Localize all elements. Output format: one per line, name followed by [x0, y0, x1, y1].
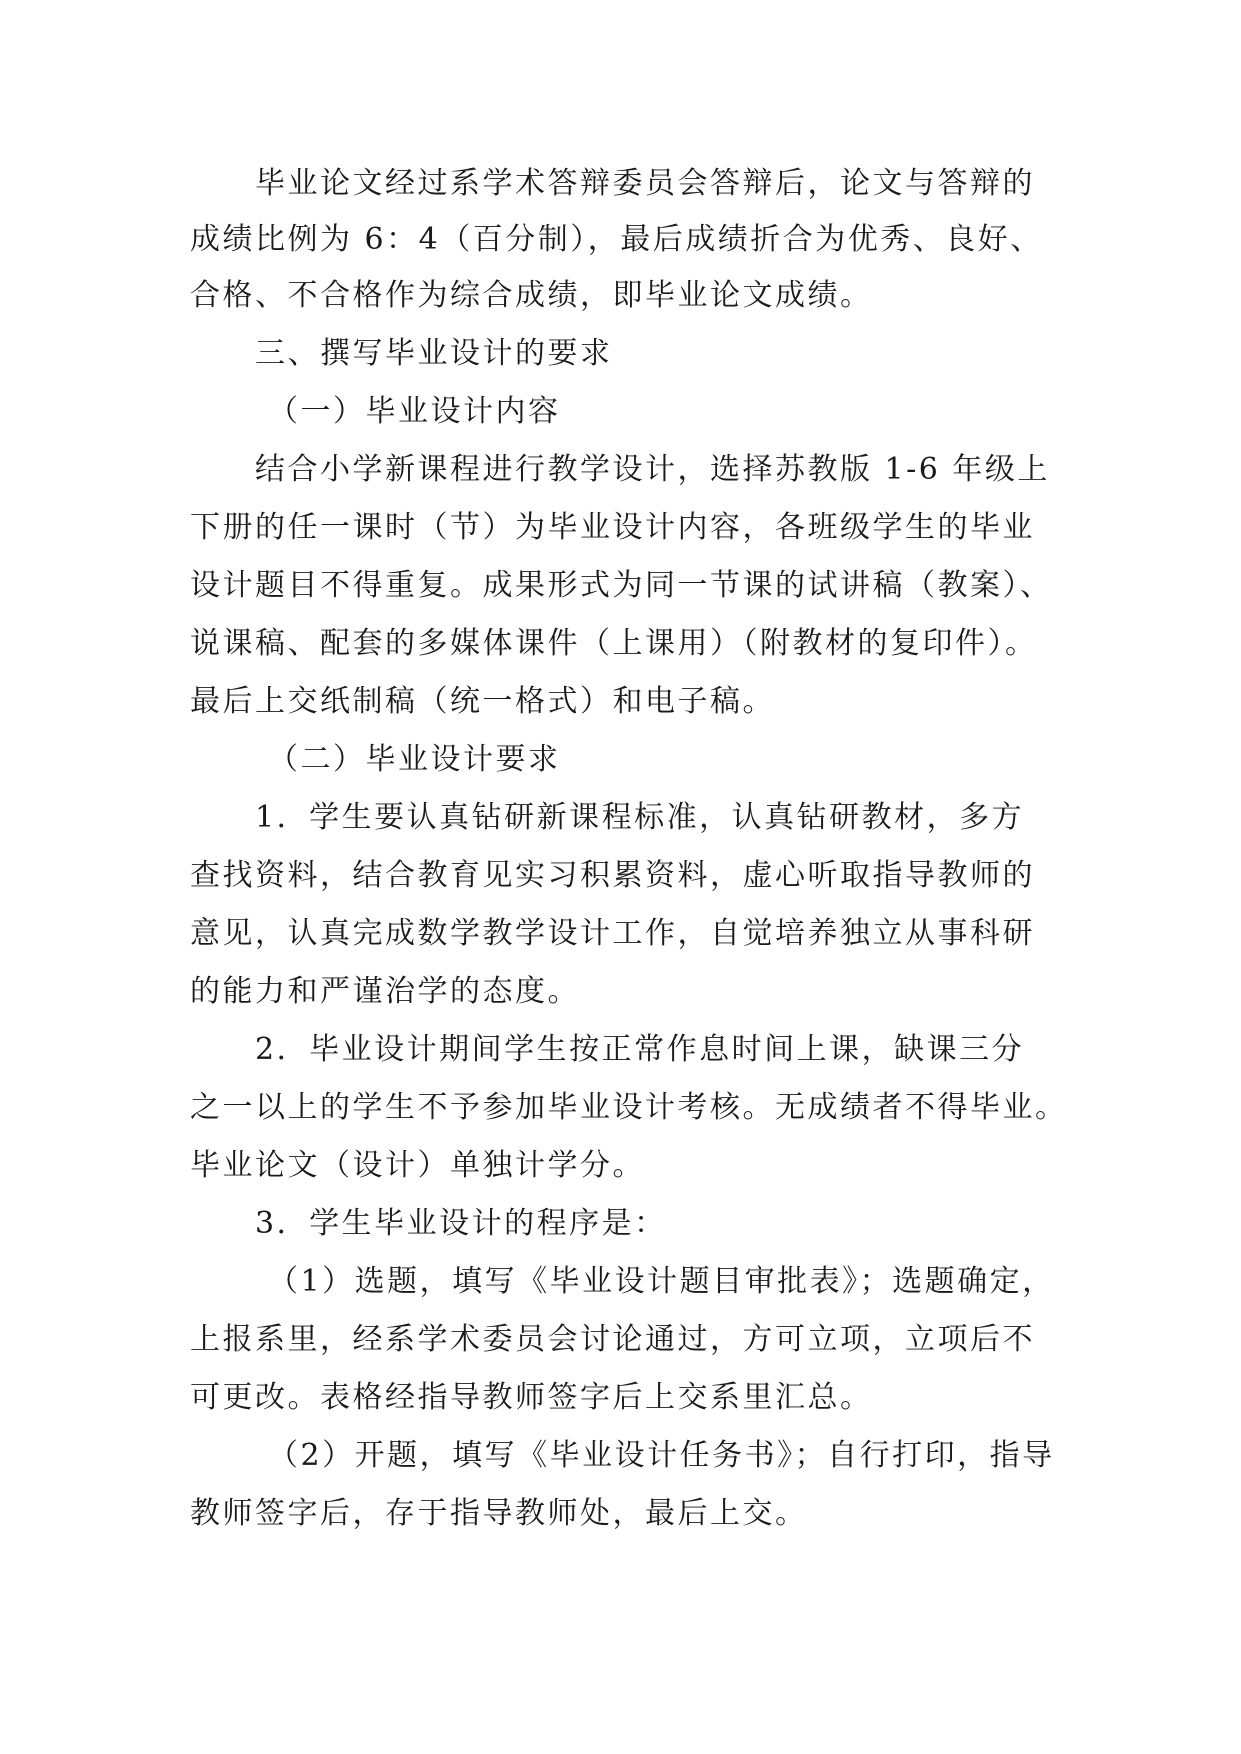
paragraph-line: 毕业论文（设计）单独计学分。 — [190, 1148, 645, 1183]
paragraph-line: 说课稿、配套的多媒体课件（上课用）（附教材的复印件）。 — [190, 626, 1038, 661]
paragraph-line: 合格、不合格作为综合成绩，即毕业论文成绩。 — [190, 278, 873, 313]
paragraph-line: 1．学生要认真钻研新课程标准，认真钻研教材，多方 — [255, 800, 1025, 835]
paragraph-line: 可更改。表格经指导教师签字后上交系里汇总。 — [190, 1380, 873, 1415]
paragraph-line: 上报系里，经系学术委员会讨论通过，方可立项，立项后不 — [190, 1322, 1035, 1357]
subsection-heading: （一）毕业设计内容 — [268, 394, 561, 429]
paragraph-line: 成绩比例为 6：4（百分制），最后成绩折合为优秀、良好、 — [190, 222, 1043, 257]
paragraph-line: 意见，认真完成数学教学设计工作，自觉培养独立从事科研 — [190, 916, 1035, 951]
paragraph-line: 教师签字后，存于指导教师处，最后上交。 — [190, 1496, 808, 1531]
paragraph-line: （1）选题，填写《毕业设计题目审批表》；选题确定， — [268, 1264, 1055, 1299]
paragraph-line: 2．毕业设计期间学生按正常作息时间上课，缺课三分 — [255, 1032, 1025, 1067]
paragraph-line: 之一以上的学生不予参加毕业设计考核。无成绩者不得毕业。 — [190, 1090, 1068, 1125]
paragraph-line: 结合小学新课程进行教学设计，选择苏教版 1-6 年级上 — [255, 452, 1050, 487]
paragraph-line: 设计题目不得重复。成果形式为同一节课的试讲稿（教案）、 — [190, 568, 1053, 603]
paragraph-line: 最后上交纸制稿（统一格式）和电子稿。 — [190, 684, 775, 719]
paragraph-line: 下册的任一课时（节）为毕业设计内容，各班级学生的毕业 — [190, 510, 1035, 545]
paragraph-line: 的能力和严谨治学的态度。 — [190, 974, 580, 1009]
paragraph-line: 毕业论文经过系学术答辩委员会答辩后，论文与答辩的 — [255, 166, 1035, 201]
paragraph-line: （2）开题，填写《毕业设计任务书》；自行打印，指导 — [268, 1438, 1055, 1473]
paragraph-line: 查找资料，结合教育见实习积累资料，虚心听取指导教师的 — [190, 858, 1035, 893]
section-heading: 三、撰写毕业设计的要求 — [255, 336, 613, 371]
paragraph-line: 3．学生毕业设计的程序是： — [255, 1206, 667, 1241]
subsection-heading: （二）毕业设计要求 — [268, 742, 561, 777]
